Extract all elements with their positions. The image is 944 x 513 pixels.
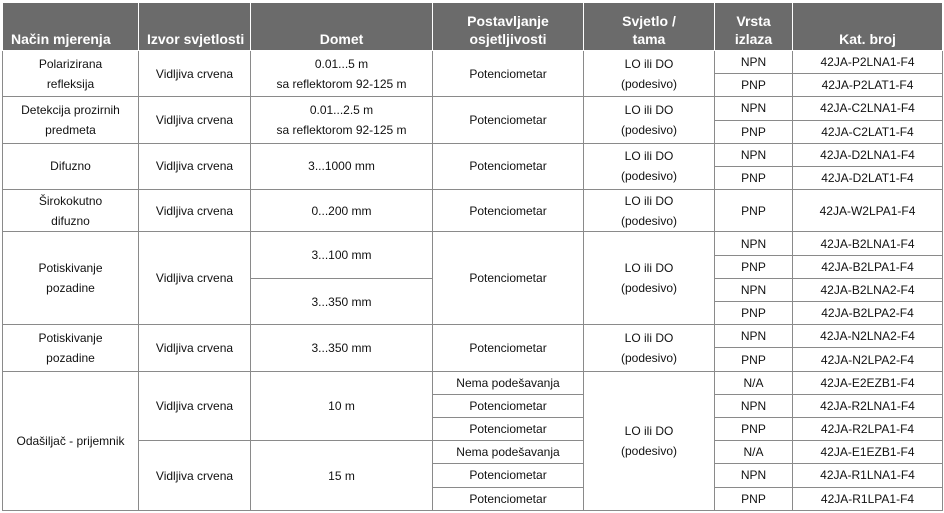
catalog-cell: 42JA-B2LNA1-F4 xyxy=(793,232,943,255)
table-row xyxy=(3,190,943,232)
sensitivity-cell: Potenciometar xyxy=(433,464,584,487)
light-dark-cell: LO ili DO (podesivo) xyxy=(584,190,715,232)
catalog-cell: 42JA-B2LNA2-F4 xyxy=(793,278,943,301)
catalog-cell: 42JA-E2EZB1-F4 xyxy=(793,371,943,394)
source-cell: Vidljiva crvena xyxy=(139,441,251,511)
header-sensitivity: Postavljanje osjetljivosti xyxy=(433,3,584,51)
output-cell: NPN xyxy=(715,278,793,301)
table-row xyxy=(3,441,943,464)
sensitivity-cell: Potenciometar xyxy=(433,487,584,510)
output-cell: PNP xyxy=(715,166,793,189)
header-range: Domet xyxy=(251,3,433,51)
catalog-cell: 42JA-N2LNA2-F4 xyxy=(793,325,943,348)
output-cell: PNP xyxy=(715,417,793,440)
range-cell: 0.01...5 m sa reflektorom 92-125 m xyxy=(251,51,433,97)
catalog-cell: 42JA-C2LNA1-F4 xyxy=(793,97,943,120)
header-method: Način mjerenja xyxy=(3,3,139,51)
output-cell: PNP xyxy=(715,255,793,278)
method-cell: Detekcija prozirnih predmeta xyxy=(3,97,139,143)
header-output-type: Vrsta izlaza xyxy=(715,3,793,51)
method-cell: Polarizirana refleksija xyxy=(3,51,139,97)
method-cell: Širokokutno difuzno xyxy=(3,190,139,232)
output-cell: PNP xyxy=(715,74,793,97)
output-cell: NPN xyxy=(715,97,793,120)
catalog-cell: 42JA-D2LAT1-F4 xyxy=(793,166,943,189)
catalog-cell: 42JA-B2LPA2-F4 xyxy=(793,302,943,325)
header-light-dark: Svjetlo / tama xyxy=(584,3,715,51)
output-cell: N/A xyxy=(715,441,793,464)
sensitivity-cell: Potenciometar xyxy=(433,143,584,189)
method-cell: Potiskivanje pozadine xyxy=(3,232,139,325)
output-cell: PNP xyxy=(715,302,793,325)
source-cell: Vidljiva crvena xyxy=(139,325,251,371)
sensitivity-cell: Nema podešavanja xyxy=(433,371,584,394)
output-cell: NPN xyxy=(715,325,793,348)
light-dark-cell: LO ili DO (podesivo) xyxy=(584,232,715,325)
range-cell: 0.01...2.5 m sa reflektorom 92-125 m xyxy=(251,97,433,143)
sensitivity-cell: Potenciometar xyxy=(433,190,584,232)
light-dark-cell: LO ili DO (podesivo) xyxy=(584,51,715,97)
output-cell: PNP xyxy=(715,487,793,510)
range-cell: 3...350 mm xyxy=(251,325,433,371)
light-dark-cell: LO ili DO (podesivo) xyxy=(584,143,715,189)
catalog-cell: 42JA-R1LPA1-F4 xyxy=(793,487,943,510)
light-dark-cell: LO ili DO (podesivo) xyxy=(584,371,715,510)
catalog-cell: 42JA-D2LNA1-F4 xyxy=(793,143,943,166)
catalog-cell: 42JA-N2LPA2-F4 xyxy=(793,348,943,371)
sensitivity-cell: Potenciometar xyxy=(433,394,584,417)
source-cell: Vidljiva crvena xyxy=(139,143,251,189)
light-dark-cell: LO ili DO (podesivo) xyxy=(584,325,715,371)
catalog-cell: 42JA-R2LNA1-F4 xyxy=(793,394,943,417)
table-row xyxy=(3,232,943,255)
catalog-cell: 42JA-P2LAT1-F4 xyxy=(793,74,943,97)
header-catalog-number: Kat. broj xyxy=(793,3,943,51)
method-cell: Difuzno xyxy=(3,143,139,189)
header-row xyxy=(3,3,943,51)
range-cell: 3...1000 mm xyxy=(251,143,433,189)
method-cell: Odašiljač - prijemnik xyxy=(3,371,139,510)
sensitivity-cell: Potenciometar xyxy=(433,51,584,97)
output-cell: NPN xyxy=(715,143,793,166)
range-cell: 10 m xyxy=(251,371,433,441)
sensitivity-cell: Potenciometar xyxy=(433,417,584,440)
catalog-cell: 42JA-R2LPA1-F4 xyxy=(793,417,943,440)
output-cell: PNP xyxy=(715,348,793,371)
source-cell: Vidljiva crvena xyxy=(139,232,251,325)
output-cell: NPN xyxy=(715,464,793,487)
table-row xyxy=(3,371,943,394)
source-cell: Vidljiva crvena xyxy=(139,51,251,97)
catalog-cell: 42JA-P2LNA1-F4 xyxy=(793,51,943,74)
table-row xyxy=(3,325,943,348)
catalog-cell: 42JA-R1LNA1-F4 xyxy=(793,464,943,487)
range-cell: 3...100 mm xyxy=(251,232,433,278)
catalog-cell: 42JA-E1EZB1-F4 xyxy=(793,441,943,464)
table-row xyxy=(3,97,943,120)
range-cell: 0...200 mm xyxy=(251,190,433,232)
header-source: Izvor svjetlosti xyxy=(139,3,251,51)
sensitivity-cell: Potenciometar xyxy=(433,97,584,143)
sensitivity-cell: Nema podešavanja xyxy=(433,441,584,464)
sensitivity-cell: Potenciometar xyxy=(433,232,584,325)
source-cell: Vidljiva crvena xyxy=(139,371,251,441)
sensor-spec-table xyxy=(2,2,943,511)
source-cell: Vidljiva crvena xyxy=(139,190,251,232)
output-cell: PNP xyxy=(715,120,793,143)
range-cell: 15 m xyxy=(251,441,433,511)
output-cell: PNP xyxy=(715,190,793,232)
output-cell: N/A xyxy=(715,371,793,394)
catalog-cell: 42JA-C2LAT1-F4 xyxy=(793,120,943,143)
sensitivity-cell: Potenciometar xyxy=(433,325,584,371)
output-cell: NPN xyxy=(715,51,793,74)
output-cell: NPN xyxy=(715,394,793,417)
catalog-cell: 42JA-W2LPA1-F4 xyxy=(793,190,943,232)
table-row xyxy=(3,143,943,166)
range-cell: 3...350 mm xyxy=(251,278,433,324)
source-cell: Vidljiva crvena xyxy=(139,97,251,143)
output-cell: NPN xyxy=(715,232,793,255)
catalog-cell: 42JA-B2LPA1-F4 xyxy=(793,255,943,278)
method-cell: Potiskivanje pozadine xyxy=(3,325,139,371)
light-dark-cell: LO ili DO (podesivo) xyxy=(584,97,715,143)
table-row xyxy=(3,51,943,74)
